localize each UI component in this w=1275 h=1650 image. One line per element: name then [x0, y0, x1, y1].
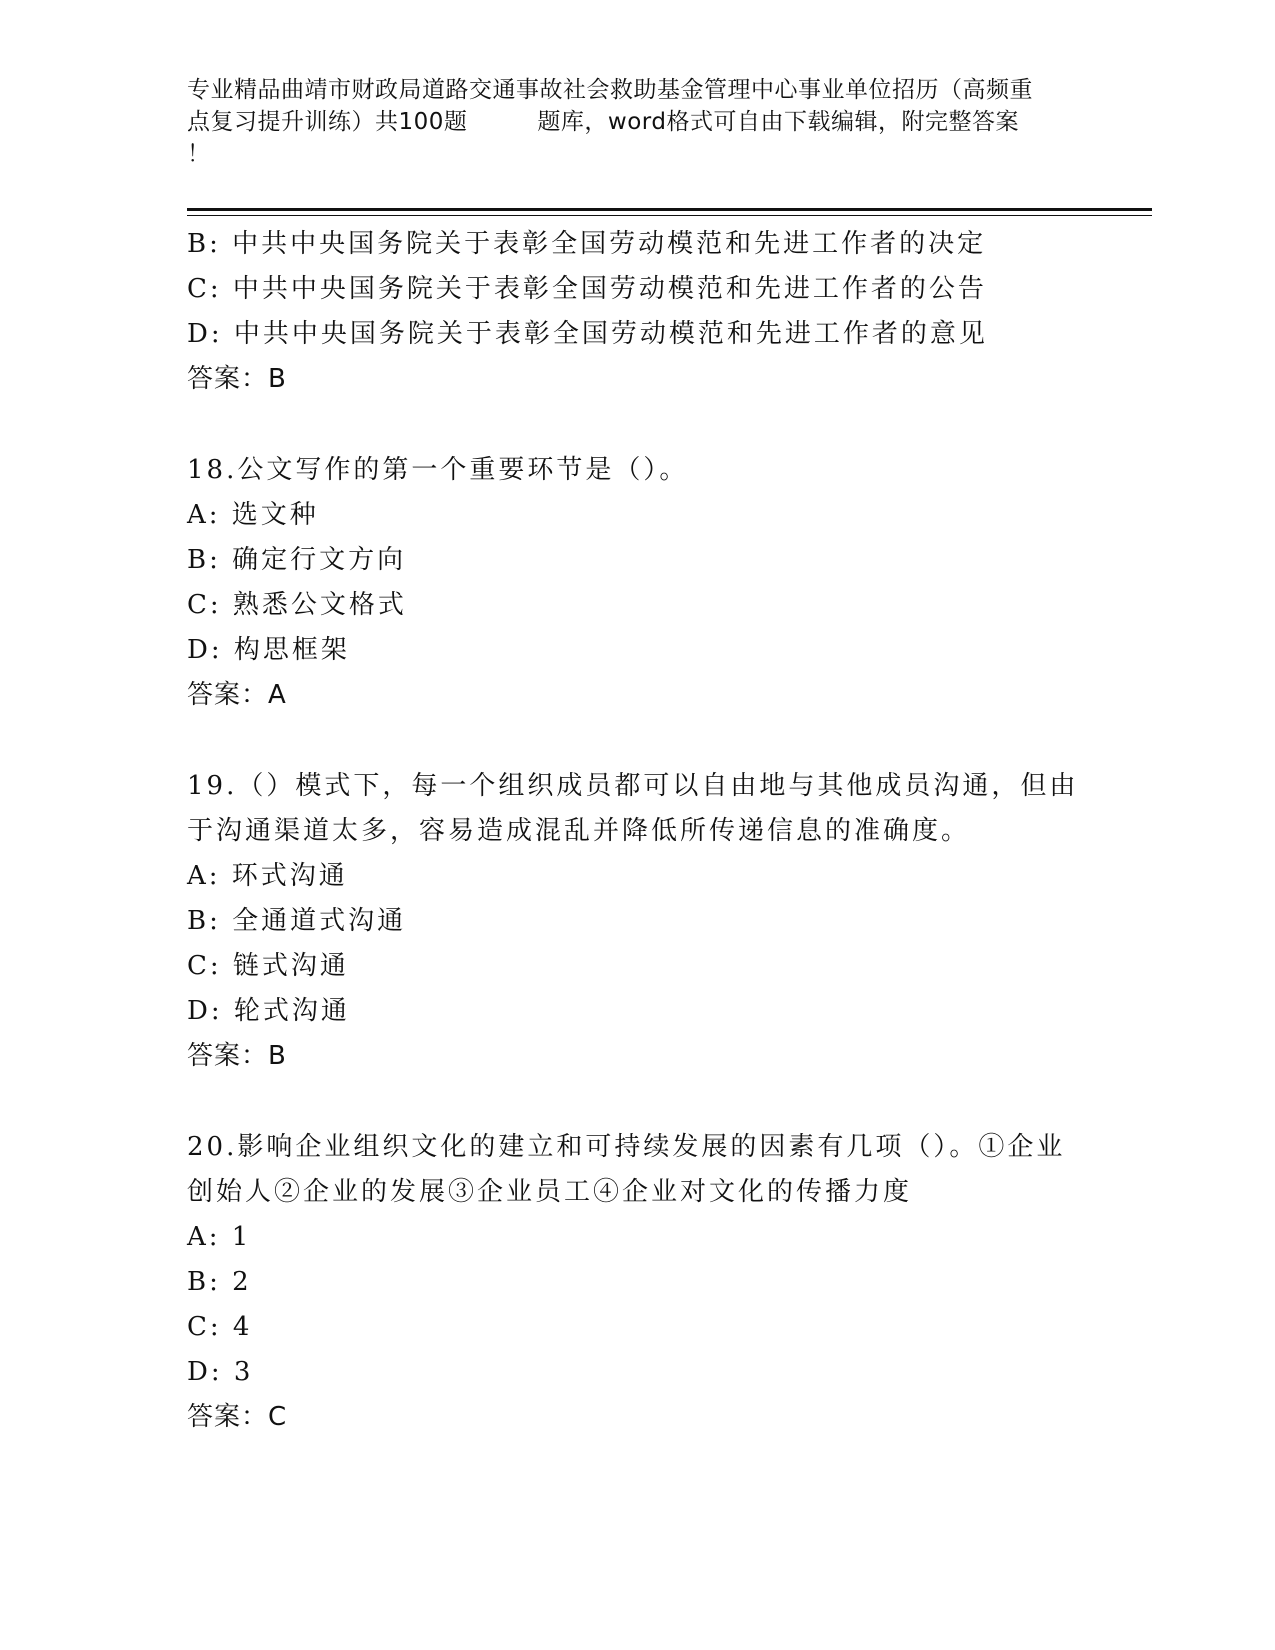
question-17: [187, 222, 1087, 402]
question-text-line-1: 20.影响企业组织文化的建立和可持续发展的因素有几项（）。①企业: [187, 1132, 1066, 1162]
option-c: C: 熟悉公文格式: [187, 590, 407, 620]
question-text-line-1: 19.（）模式下，每一个组织成员都可以自由地与其他成员沟通，但由: [187, 771, 1079, 801]
answer: 答案：A: [187, 680, 287, 710]
answer: 答案：C: [187, 1402, 288, 1432]
question-text-line-2: 创始人②企业的发展③企业员工④企业对文化的传播力度: [187, 1177, 913, 1207]
option-b: B: 确定行文方向: [187, 545, 407, 575]
option-d: D: 轮式沟通: [187, 996, 350, 1026]
question-18: [187, 448, 1087, 718]
question-19: [187, 764, 1087, 1079]
header-line-2a: 点复习提升训练）共100题: [187, 109, 468, 135]
header-line-2: [187, 106, 1087, 138]
header-divider-thick: [187, 208, 1152, 211]
question-text: 18.公文写作的第一个重要环节是（）。: [187, 455, 689, 485]
document-header: [187, 74, 1087, 170]
option-a: A: 环式沟通: [187, 861, 348, 891]
header-line-1: 专业精品曲靖市财政局道路交通事故社会救助基金管理中心事业单位招历（高频重: [187, 77, 1033, 103]
question-text-line-2: 于沟通渠道太多，容易造成混乱并降低所传递信息的准确度。: [187, 816, 971, 846]
question-list: [187, 222, 1087, 1440]
option-a: A: 1: [187, 1222, 252, 1252]
answer: 答案：B: [187, 364, 287, 394]
option-c: C: 链式沟通: [187, 951, 349, 981]
header-line-3: ！: [187, 141, 211, 167]
option-b: B: 2: [187, 1267, 252, 1297]
option-d: D: 中共中央国务院关于表彰全国劳动模范和先进工作者的意见: [187, 319, 988, 349]
option-c: C: 中共中央国务院关于表彰全国劳动模范和先进工作者的公告: [187, 274, 987, 304]
option-a: A: 选文种: [187, 500, 319, 530]
option-c: C: 4: [187, 1312, 253, 1342]
option-b: B: 中共中央国务院关于表彰全国劳动模范和先进工作者的决定: [187, 229, 987, 259]
header-line-2b: 题库，word格式可自由下载编辑，附完整答案: [537, 109, 1019, 135]
option-b: B: 全通道式沟通: [187, 906, 407, 936]
option-d: D: 3: [187, 1357, 254, 1387]
header-divider-thin: [187, 215, 1152, 216]
question-20: [187, 1125, 1087, 1440]
answer: 答案：B: [187, 1041, 287, 1071]
option-d: D: 构思框架: [187, 635, 350, 665]
